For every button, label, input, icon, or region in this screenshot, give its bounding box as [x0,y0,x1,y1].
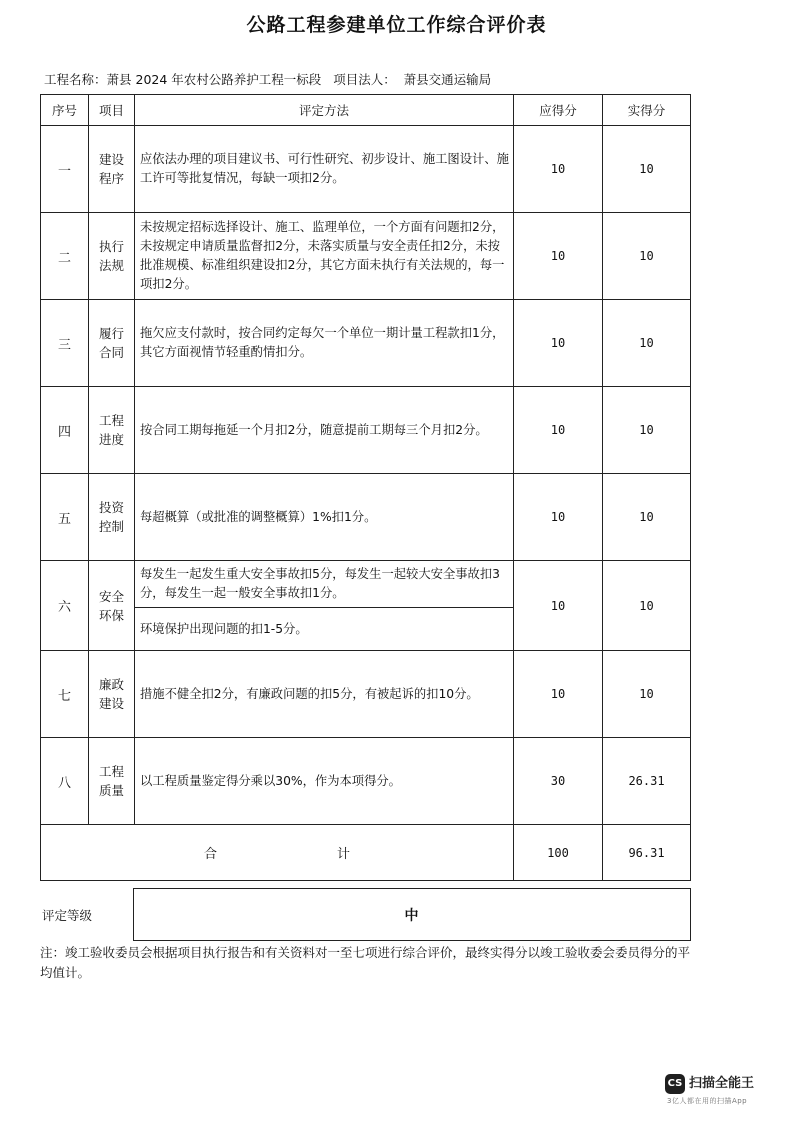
watermark-name: 扫描全能王 [689,1076,755,1091]
watermark-tagline: 3亿人都在用的扫描App [667,1097,748,1105]
grade-table [40,888,691,941]
row-actual: 26.31 [603,738,691,825]
row-actual: 10 [603,651,691,738]
total-label-2: 计 [337,847,351,862]
header-num: 序号 [41,95,89,126]
table-row [41,213,691,300]
page-title: 公路工程参建单位工作综合评价表 [246,14,547,36]
row-actual: 10 [603,561,691,651]
row-actual: 10 [603,126,691,213]
row-actual: 10 [603,300,691,387]
row-due: 10 [514,387,603,474]
row-item: 安全环保 [98,588,124,623]
table-row [41,651,691,738]
row-num: 五 [41,474,89,561]
total-label-1: 合 [203,847,217,862]
total-row [41,825,691,881]
row-actual: 10 [603,474,691,561]
footnote: 注：竣工验收委员会根据项目执行报告和有关资料对一至七项进行综合评价，最终实得分以竣工验收委会委员得分的平均值计。 [40,945,691,980]
row-num: 六 [41,561,89,651]
row-method: 未按规定招标选择设计、施工、监理单位，一个方面有问题扣2分，未按规定申请质量监督扣2分，未落实质量与安全责任扣2分，未按批准规模、标准组织建设扣2分，其它方面未执行有关法规的，每一项扣2分。 [135,213,514,300]
total-actual: 96.31 [603,825,691,881]
table-row [41,126,691,213]
evaluation-table [40,94,691,881]
row-num: 四 [41,387,89,474]
row-method-environment: 环境保护出现问题的扣1-5分。 [135,608,514,651]
row-num: 八 [41,738,89,825]
table-header-row [41,95,691,126]
grade-label: 评定等级 [40,889,133,941]
row-item: 执行法规 [98,239,124,273]
row-method: 每超概算（或批准的调整概算）1%扣1分。 [135,474,514,561]
row-method: 措施不健全扣2分，有廉政问题的扣5分，有被起诉的扣10分。 [135,651,514,738]
table-row [41,738,691,825]
legal-person: 萧县交通运输局 [403,72,492,87]
row-item: 建设程序 [98,152,124,186]
header-item: 项目 [89,95,135,126]
row-due: 10 [514,213,603,300]
row-num: 一 [41,126,89,213]
row-due: 10 [514,474,603,561]
table-row [41,300,691,387]
row-due: 30 [514,738,603,825]
legal-person-label: 项目法人： [333,72,396,87]
row-actual: 10 [603,387,691,474]
row-method: 按合同工期每拖延一个月扣2分，随意提前工期每三个月扣2分。 [135,387,514,474]
row-due: 10 [514,651,603,738]
total-due: 100 [514,825,603,881]
header-due: 应得分 [514,95,603,126]
row-num: 七 [41,651,89,738]
table-row [41,561,691,608]
grade-value: 中 [133,889,690,941]
table-row [41,387,691,474]
row-item: 工程质量 [98,764,124,798]
row-item: 工程进度 [98,413,124,447]
project-name-label: 工程名称： [44,72,107,87]
row-item: 履行合同 [98,326,124,360]
row-method: 拖欠应支付款时，按合同约定每欠一个单位一期计量工程款扣1分，其它方面视情节轻重酌情扣分。 [135,300,514,387]
table-row [41,474,691,561]
row-due: 10 [514,126,603,213]
project-name: 萧县 2024 年农村公路养护工程一标段 [106,72,322,87]
row-method: 应依法办理的项目建议书、可行性研究、初步设计、施工图设计、施工许可等批复情况，每缺一项扣2分。 [135,126,514,213]
row-actual: 10 [603,213,691,300]
row-num: 三 [41,300,89,387]
row-due: 10 [514,561,603,651]
project-info-line [44,70,491,88]
row-item: 廉政建设 [98,677,124,711]
row-item: 投资控制 [98,500,124,534]
row-due: 10 [514,300,603,387]
row-method-safety: 每发生一起发生重大安全事故扣5分，每发生一起较大安全事故扣3分，每发生一起一般安全事故扣1分。 [135,561,514,608]
camscanner-logo-icon: CS [665,1074,685,1094]
header-actual: 实得分 [603,95,691,126]
row-num: 二 [41,213,89,300]
scanner-watermark [665,1070,775,1110]
header-method: 评定方法 [135,95,514,126]
row-method: 以工程质量鉴定得分乘以30%，作为本项得分。 [135,738,514,825]
